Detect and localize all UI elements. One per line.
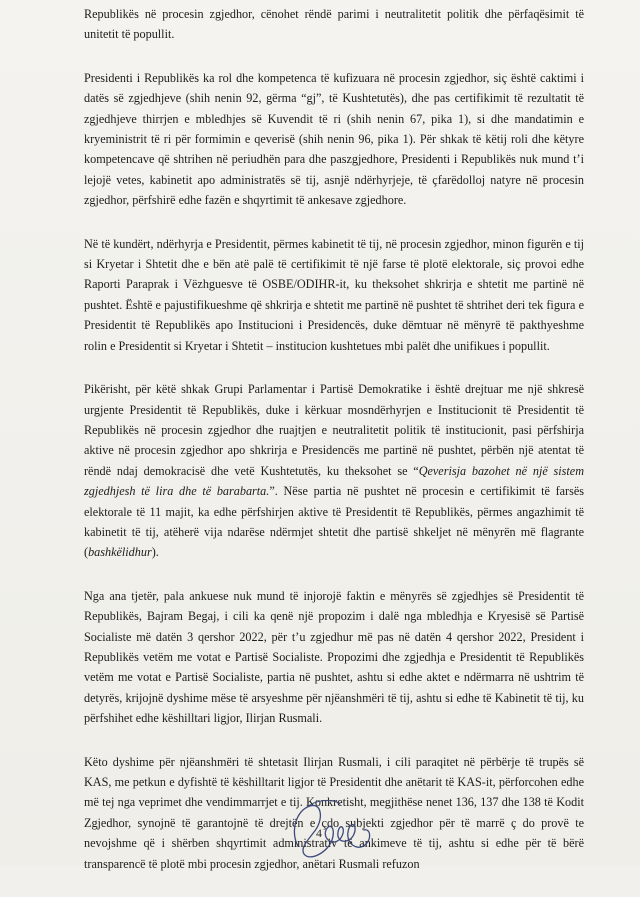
paragraph-6: Këto dyshime për njëanshmëri të shtetasit Ilirjan Rusmali, i cili paraqitet në përbërje të trupës së KAS, me petkun e dyfishtë të këshilltarit ligjor të Presidentit dhe anëtarit të KAS-it, përforcohen edhe më tej nga veprimet dhe vendimmarrjet e tij. Konkretisht, megjithëse nenet 136, 137 dhe 138 të Kodit Zgjedhor, synojnë të garantojnë të drejtën e çdo subjekti zgjedhor për të marrë ç do provë te nevojshme që i shërben shqyrtimit administrativ të ankimeve të tij, ashtu si edhe për të bërë transparencë të plotë mbi procesin zgjedhor, anëtari Rusmali refuzon xyxy=(84,754,584,871)
paragraph-4-text-after-quote: ”. Nëse partia në pushtet në procesin e certifikimit të farsës elektorale të 11 majit, ka edhe përfshirjen aktive të Presidentit të Republikës, përmes angazhimit të kabinetit të tij, atëherë vija ndarëse ndërmjet shtetit dhe partisë shkeljet në mënyrën më flagrante ( xyxy=(84,484,585,560)
paragraph-4-text-before-quote: Pikërisht, për këtë shkak Grupi Parlamentar i Partisë Demokratike i është drejtuar me një shkresë urgjente Presidentit të Republikës, duke i kërkuar mosndërhyrjen e Institucionit të Presidentit të Republikës në procesin zgjedhor dhe ruajtjen e neutralitetit politik të institucionit, pasi përfshirja aktive në procesin zgjedhor apo shkrirja e Presidencës me partinë në pushtet, përbën një atentat të rëndë ndaj demokracisë dhe vetë Kushtetutës, ku theksohet se “ xyxy=(84,382,584,478)
paragraph-1: Republikës në procesin zgjedhor, cënohet rëndë parimi i neutralitetit politik dhe përfaqësimit të unitetit të popullit. xyxy=(84,7,584,42)
paragraph-2: Presidenti i Republikës ka rol dhe kompetenca të kufizuara në procesin zgjedhor, siç është caktimi i datës së zgjedhjeve (shih nenin 92, gërma “gj”, të Kushtetutës), dhe pas certifikimit të rezultatit të zgjedhjeve thirrjen e mbledhjes së Kuvendit të ri (shih nenin 67, pika 1), si dhe mandatimin e kryeministrit të ri për formimin e qeverisë (shih nenin 96, pika 1). Për shkak të këtij roli dhe këtyre kompetencave që shtrihen në periudhën para dhe paszgjedhore, Presidenti i Republikës nuk mund t’i lejojë vetes, kabinetit apo administratës së tij, asnjë ndërhyrjeje, të çfarëdolloj natyre në procesin zgjedhor, përfshirë edhe fazën e shqyrtimit të ankesave zgjedhore. xyxy=(84,70,584,208)
handwritten-signature xyxy=(280,792,380,866)
page-number: 4 xyxy=(316,826,322,840)
paragraph-4 xyxy=(84,379,584,563)
document-body xyxy=(84,4,584,897)
constitution-quote: Qeverisja bazohet në një sistem zgjedhjesh të lira dhe të barabarta. xyxy=(84,463,584,499)
attachment-annotation: bashkëlidhur xyxy=(88,545,152,560)
paragraph-4-text-end: ). xyxy=(151,545,159,560)
paragraph-5: Nga ana tjetër, pala ankuese nuk mund të injorojë faktin e mënyrës së zgjedhjes së Presidentit të Republikës, Bajram Begaj, i cili ka qenë një propozim i dalë nga mbledhja e Kryesisë së Partisë Socialiste më datën 3 qershor 2022, për t’u zgjedhur më pas në datën 4 qershor 2022, President i Republikës vetëm me votat e Partisë Socialiste. Propozimi dhe zgjedhja e Presidentit të Republikës vetëm me votat e Partisë Socialiste, partia në pushtet, ashtu si edhe aktet e ndërmarra në ushtrim të detyrës, krijojnë dyshime mëse të arsyeshme për njëanshmëri të tij, ashtu si edhe të Kabinetit të tij, ku përfshihet edhe këshilltari ligjor, Ilirjan Rusmali. xyxy=(84,588,584,726)
paragraph-3: Në të kundërt, ndërhyrja e Presidentit, përmes kabinetit të tij, në procesin zgjedhor, minon figurën e tij si Kryetar i Shtetit dhe e bën atë palë të certifikimit të një farse të plotë elektorale, siç provoi edhe Raporti Paraprak i Vëzhguesve të OSBE/ODIHR-it, ku theksohet shkrirja e shtetit me partinë në pushtet. Është e pajustifikueshme që shkrirja e shtetit me partinë në pushtet të shtrihet deri tek figura e Presidentit të Republikës apo Institucioni i Presidencës, duke dëmtuar në mënyrë të pakthyeshme rolin e Presidentit si Kryetar i Shtetit – institucion kushtetues mbi palët dhe unifikues i popullit. xyxy=(84,236,584,353)
